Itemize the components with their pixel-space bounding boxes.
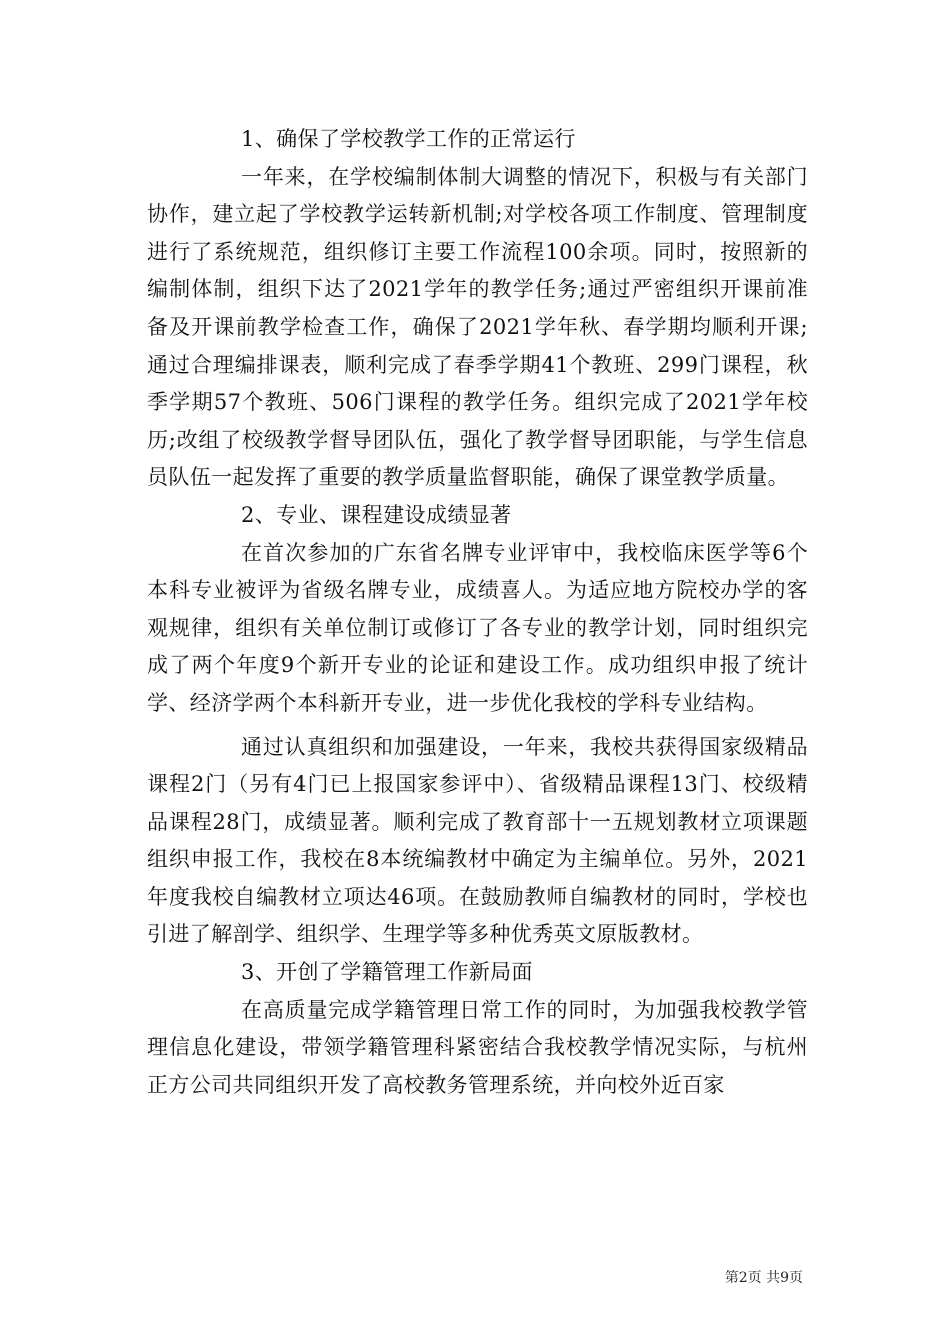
paragraph-3: 通过认真组织和加强建设，一年来，我校共获得国家级精品课程2门（另有4门已上报国家参评中）、省级精品课程13门、校级精品课程28门，成绩显著。顺利完成了教育部十一五规划教材立项课题组织申报工作，我校在8本统编教材中确定为主编单位。另外，2021年度我校自编教材立项达46项。在鼓励教师自编教材的同时，学校也引进了解剖学、组织学、生理学等多种优秀英文原版教材。: [147, 734, 808, 947]
paragraph-4: 在高质量完成学籍管理日常工作的同时，为加强我校教学管理信息化建设，带领学籍管理科紧密结合我校教学情况实际，与杭州正方公司共同组织开发了高校教务管理系统，并向校外近百家: [147, 997, 808, 1097]
paragraph-2: 在首次参加的广东省名牌专业评审中，我校临床医学等6个本科专业被评为省级名牌专业，成绩喜人。为适应地方院校办学的客观规律，组织有关单位制订或修订了各专业的教学计划，同时组织完成了两个年度9个新开专业的论证和建设工作。成功组织申报了统计学、经济学两个本科新开专业，进一步优化我校的学科专业结构。: [147, 540, 808, 715]
section-heading-1: 1、确保了学校教学工作的正常运行: [241, 127, 576, 151]
page-number-footer: 第2页 共9页: [724, 1270, 803, 1286]
section-heading-3: 3、开创了学籍管理工作新局面: [241, 960, 533, 985]
document-body: [147, 121, 808, 1104]
section-heading-2: 2、专业、课程建设成绩显著: [241, 502, 512, 527]
paragraph-1: 一年来，在学校编制体制大调整的情况下，积极与有关部门协作，建立起了学校教学运转新机制;对学校各项工作制度、管理制度进行了系统规范，组织修订主要工作流程100余项。同时，按照新的编制体制，组织下达了2021学年的教学任务;通过严密组织开课前准备及开课前教学检查工作，确保了2021学年秋、春学期均顺利开课;通过合理编排课表，顺利完成了春季学期41个教班、299门课程，秋季学期57个教班、506门课程的教学任务。组织完成了2021学年校历;改组了校级教学督导团队伍，强化了教学督导团职能，与学生信息员队伍一起发挥了重要的教学质量监督职能，确保了课堂教学质量。: [147, 164, 808, 490]
